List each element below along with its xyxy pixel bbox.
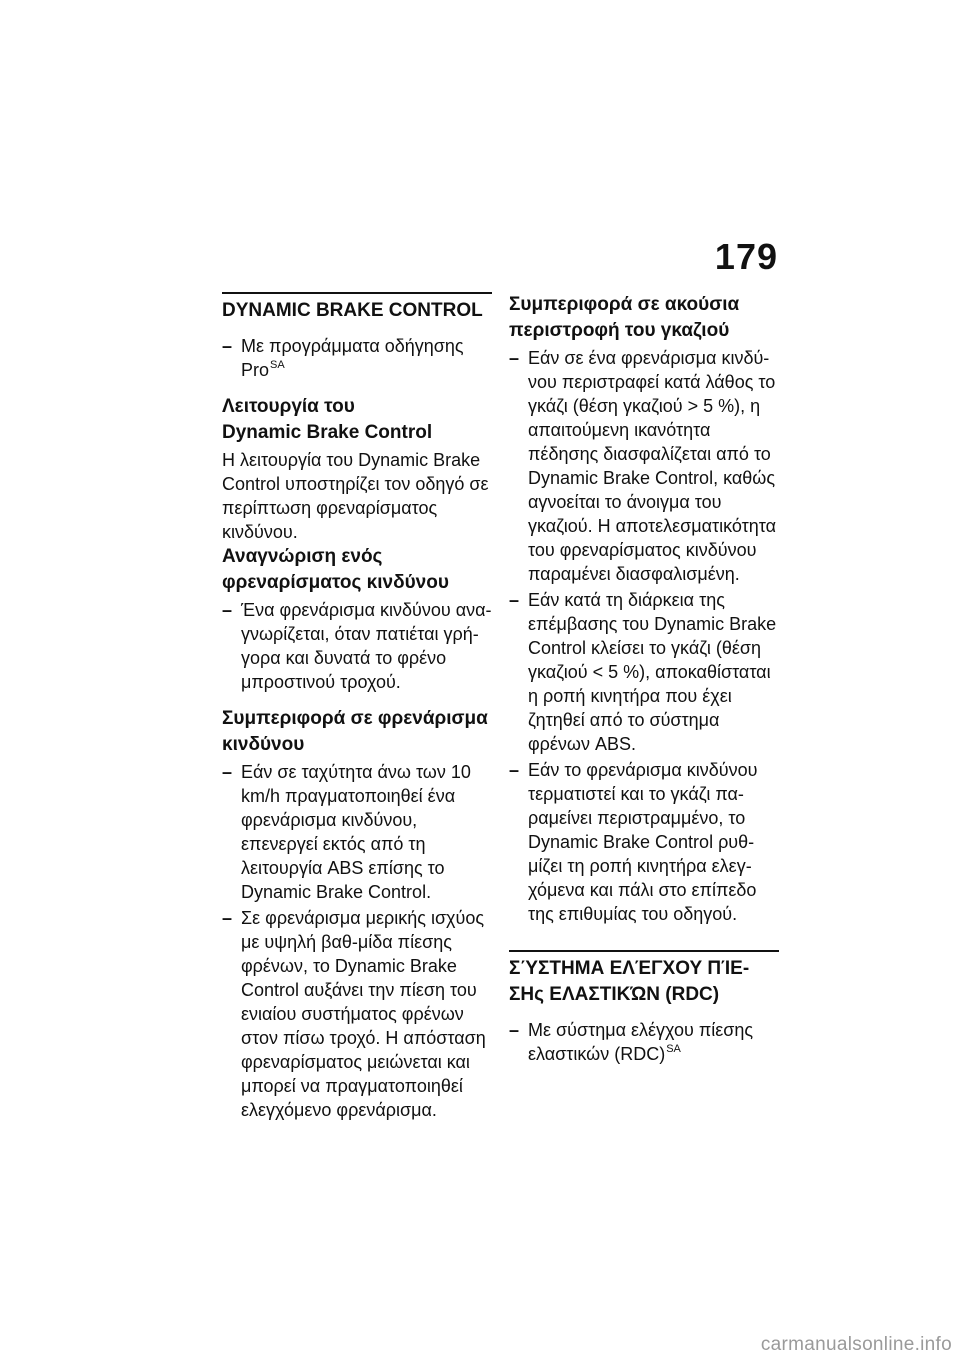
subheading-line-1: Λειτουργία του xyxy=(222,396,355,417)
list-item xyxy=(509,1018,779,1066)
left-column xyxy=(222,292,492,1124)
section-divider xyxy=(222,292,492,294)
dash-bullet: – xyxy=(509,760,520,780)
paragraph-function: Η λειτουργία του Dynamic Brake Control υποστηρίζει τον οδηγό σε περίπτωση φρεναρίσματος κινδύνου. xyxy=(222,450,489,542)
watermark: carmanualsonline.info xyxy=(760,1334,952,1355)
section-title-dynamic-brake-control: DYNAMIC BRAKE CONTROL xyxy=(222,300,483,321)
list-item xyxy=(509,758,779,926)
page-number: 179 xyxy=(714,236,778,277)
dash-bullet: – xyxy=(222,762,233,782)
dash-bullet: – xyxy=(509,348,520,368)
list-item xyxy=(222,906,492,1122)
subheading-function xyxy=(222,394,492,446)
list-item xyxy=(509,588,779,756)
list-item xyxy=(509,346,779,586)
dash-bullet: – xyxy=(509,590,520,610)
dash-bullet: – xyxy=(222,600,233,620)
item-text: Εάν κατά τη διάρκεια της επέμβασης του Dynamic Brake Control κλείσει το γκάζι (θέση γκαζιού < 5 %), αποκαθίσταται η ροπή κινητήρα που έχει ζητηθεί από το σύστημα φρένων ABS. xyxy=(528,590,777,754)
sa-superscript: SA xyxy=(270,359,285,371)
section-title-rdc: ΣΎΣΤΗΜΑ ΕΛΈΓΧΟΥ ΠΊΕ-ΣΗς ΕΛΑΣΤΙΚΏΝ (RDC) xyxy=(509,958,750,1005)
item-text: Ένα φρενάρισμα κινδύνου ανα-γνωρίζεται, όταν πατιέται γρή-γορα και δυνατά το φρένο μπροστινού τροχού. xyxy=(241,600,492,692)
dash-bullet: – xyxy=(222,336,233,356)
sa-superscript: SA xyxy=(666,1043,681,1055)
item-text: Με προγράμματα οδήγησης Pro xyxy=(241,336,464,380)
subheading-line-2: Dynamic Brake Control xyxy=(222,422,433,443)
list-item xyxy=(222,760,492,904)
item-text: Σε φρενάρισμα μερικής ισχύος με υψηλή βαθ-μίδα πίεσης φρένων, το Dynamic Brake Control αυξάνει την πίεση του ενιαίου συστήματος φρένων στον πίσω τροχό. Η απόσταση φρεναρίσματος μειώνεται και μπορεί να πραγματοποιηθεί ελεγχόμενο φρενάρισμα. xyxy=(241,908,486,1120)
item-text: Εάν το φρενάρισμα κινδύνου τερματιστεί και το γκάζι πα-ραμείνει περιστραμμένο, το Dynamic Brake Control ρυθ-μίζει τη ροπή κινητήρα ελεγ-χόμενα και πάλι στο επίπεδο της επιθυμίας του οδηγού. xyxy=(528,760,758,924)
section-divider xyxy=(509,950,779,952)
subheading-behaviour: Συμπεριφορά σε φρενάρισμα κινδύνου xyxy=(222,708,488,755)
item-text: Με σύστημα ελέγχου πίεσης ελαστικών (RDC) xyxy=(528,1020,754,1064)
subheading-unintended-throttle: Συμπεριφορά σε ακούσια περιστροφή του γκαζιού xyxy=(509,294,740,341)
item-text: Εάν σε ένα φρενάρισμα κινδύ-νου περιστραφεί κατά λάθος το γκάζι (θέση γκαζιού > 5 %), η απαιτούμενη ικανότητα πέδησης διασφαλίζεται από το Dynamic Brake Control, καθώς αγνοείται το άνοιγμα του γκαζιού. Η αποτελεσματικότητα του φρεναρίσματος κινδύνου παραμένει διασφαλισμένη. xyxy=(528,348,777,584)
right-column xyxy=(509,292,779,1068)
subheading-detection: Αναγνώριση ενός φρεναρίσματος κινδύνου xyxy=(222,546,449,593)
list-item xyxy=(222,334,492,382)
dash-bullet: – xyxy=(509,1020,520,1040)
item-text: Εάν σε ταχύτητα άνω των 10 km/h πραγματοποιηθεί ένα φρενάρισμα κινδύνου, επενεργεί εκτός από τη λειτουργία ABS επίσης το Dynamic Brake Control. xyxy=(241,762,471,902)
list-item xyxy=(222,598,492,694)
dash-bullet: – xyxy=(222,908,233,928)
